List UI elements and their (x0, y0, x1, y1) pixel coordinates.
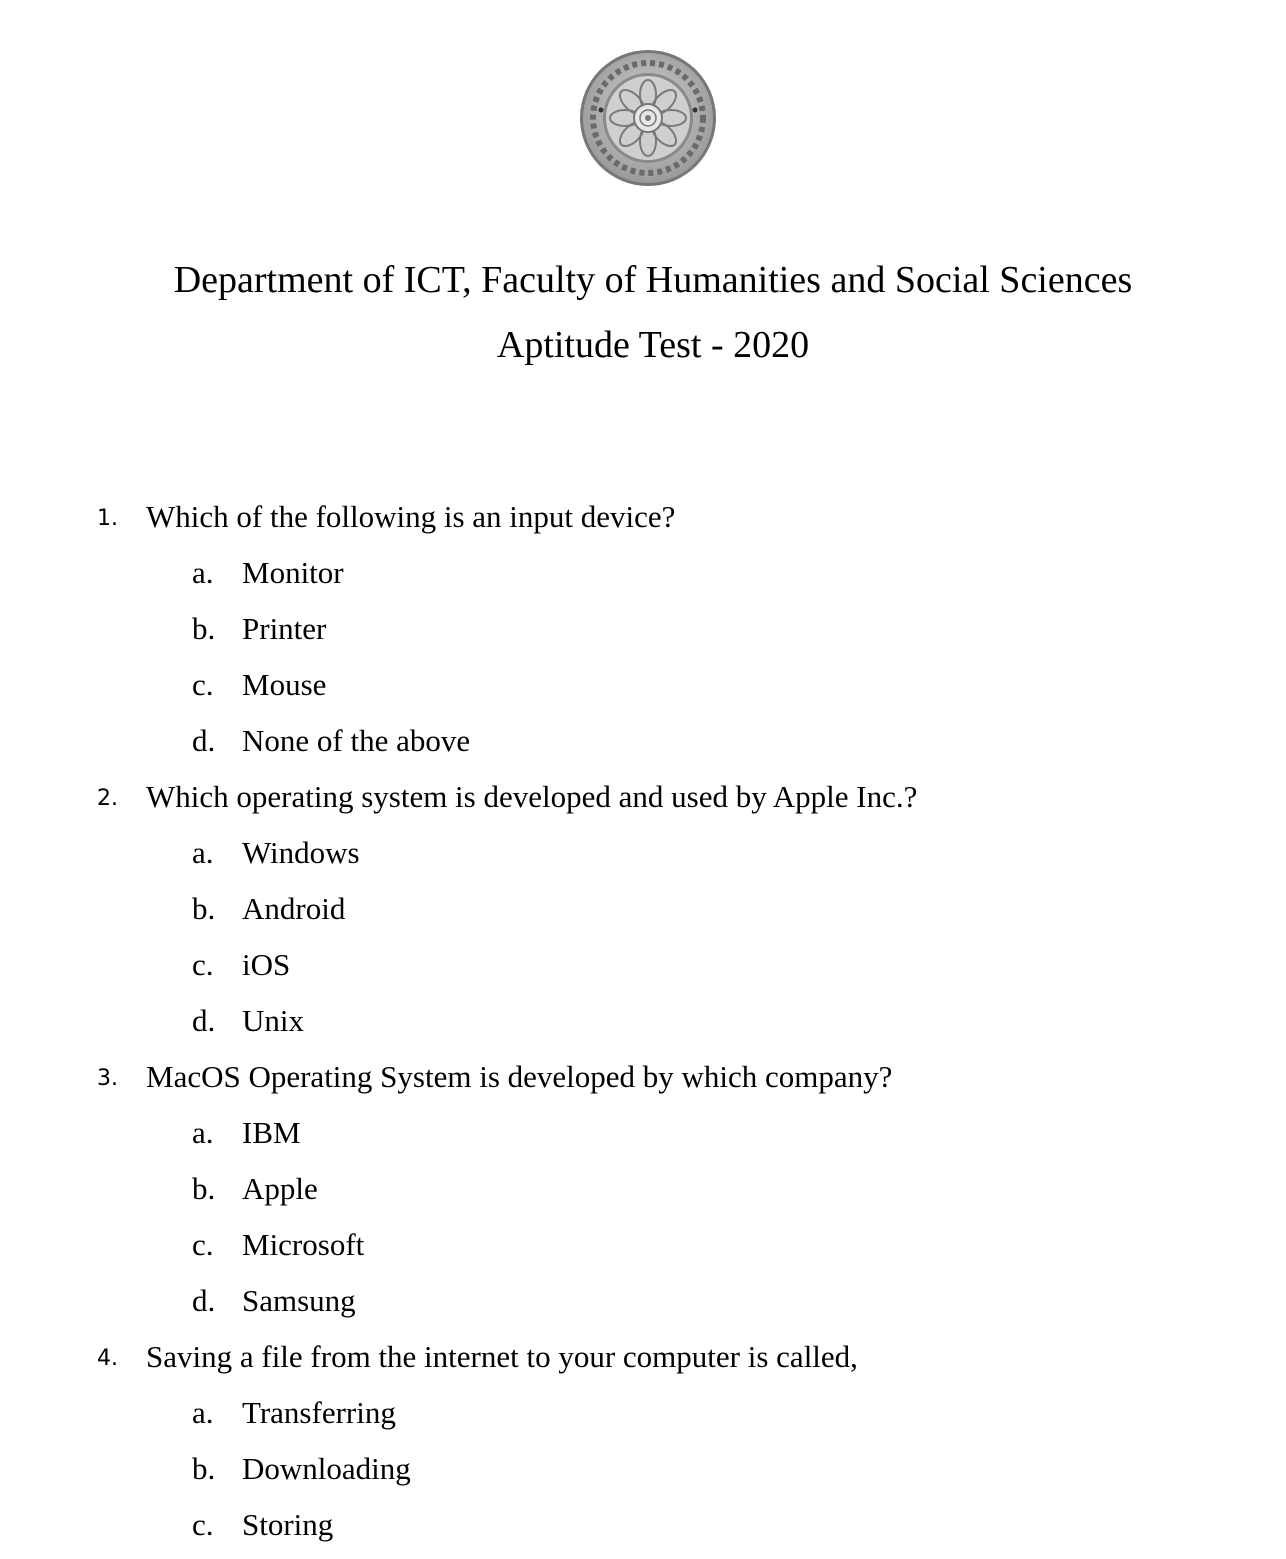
option-text: Microsoft (242, 1227, 365, 1262)
option-letter: b. (192, 1451, 216, 1486)
question-3-option-c (0, 1223, 1286, 1279)
option-text: Downloading (242, 1451, 411, 1486)
question-1 (0, 495, 1286, 551)
option-text: Storing (242, 1507, 334, 1542)
question-2 (0, 775, 1286, 831)
question-2-option-b (0, 887, 1286, 943)
question-1-option-d (0, 719, 1286, 775)
option-letter: b. (192, 611, 216, 646)
question-2-option-a (0, 831, 1286, 887)
option-letter: a. (192, 1115, 214, 1150)
question-1-option-a (0, 551, 1286, 607)
question-3-option-b (0, 1167, 1286, 1223)
option-text: IBM (242, 1115, 301, 1150)
question-2-option-c (0, 943, 1286, 999)
department-heading: Department of ICT, Faculty of Humanities and Social Sciences (173, 259, 1133, 301)
question-3-option-a (0, 1111, 1286, 1167)
option-letter: b. (192, 1171, 216, 1206)
option-letter: d. (192, 1003, 216, 1038)
question-4-option-a (0, 1391, 1286, 1447)
question-text: Which operating system is developed and used by Apple Inc.? (146, 779, 918, 814)
option-text: Unix (242, 1003, 304, 1038)
option-letter: a. (192, 555, 214, 590)
question-4 (0, 1335, 1286, 1391)
option-text: Monitor (242, 555, 344, 590)
question-4-option-b (0, 1447, 1286, 1503)
question-text: Saving a file from the internet to your computer is called, (146, 1339, 858, 1374)
option-text: Samsung (242, 1283, 356, 1318)
test-title: Aptitude Test - 2020 (496, 324, 810, 366)
question-4-option-c (0, 1503, 1286, 1559)
question-number: 4. (97, 1346, 118, 1371)
option-letter: a. (192, 835, 214, 870)
option-letter: c. (192, 947, 214, 982)
option-text: None of the above (242, 723, 471, 758)
question-1-option-c (0, 663, 1286, 719)
option-text: Transferring (242, 1395, 396, 1430)
question-1-option-b (0, 607, 1286, 663)
option-text: iOS (242, 947, 291, 982)
question-3 (0, 1055, 1286, 1111)
question-number: 2. (97, 786, 118, 811)
option-letter: d. (192, 1283, 216, 1318)
question-text: MacOS Operating System is developed by which company? (146, 1059, 893, 1094)
question-text: Which of the following is an input device? (146, 499, 676, 534)
university-seal-icon (578, 48, 718, 188)
option-letter: c. (192, 1507, 214, 1542)
option-letter: c. (192, 1227, 214, 1262)
option-text: Windows (242, 835, 360, 870)
question-list (0, 495, 1286, 1559)
option-text: Android (242, 891, 346, 926)
question-number: 1. (97, 506, 118, 531)
question-number: 3. (97, 1066, 118, 1091)
option-text: Mouse (242, 667, 327, 702)
option-letter: d. (192, 723, 216, 758)
option-text: Apple (242, 1171, 318, 1206)
option-text: Printer (242, 611, 327, 646)
option-letter: a. (192, 1395, 214, 1430)
option-letter: b. (192, 891, 216, 926)
question-3-option-d (0, 1279, 1286, 1335)
question-2-option-d (0, 999, 1286, 1055)
option-letter: c. (192, 667, 214, 702)
